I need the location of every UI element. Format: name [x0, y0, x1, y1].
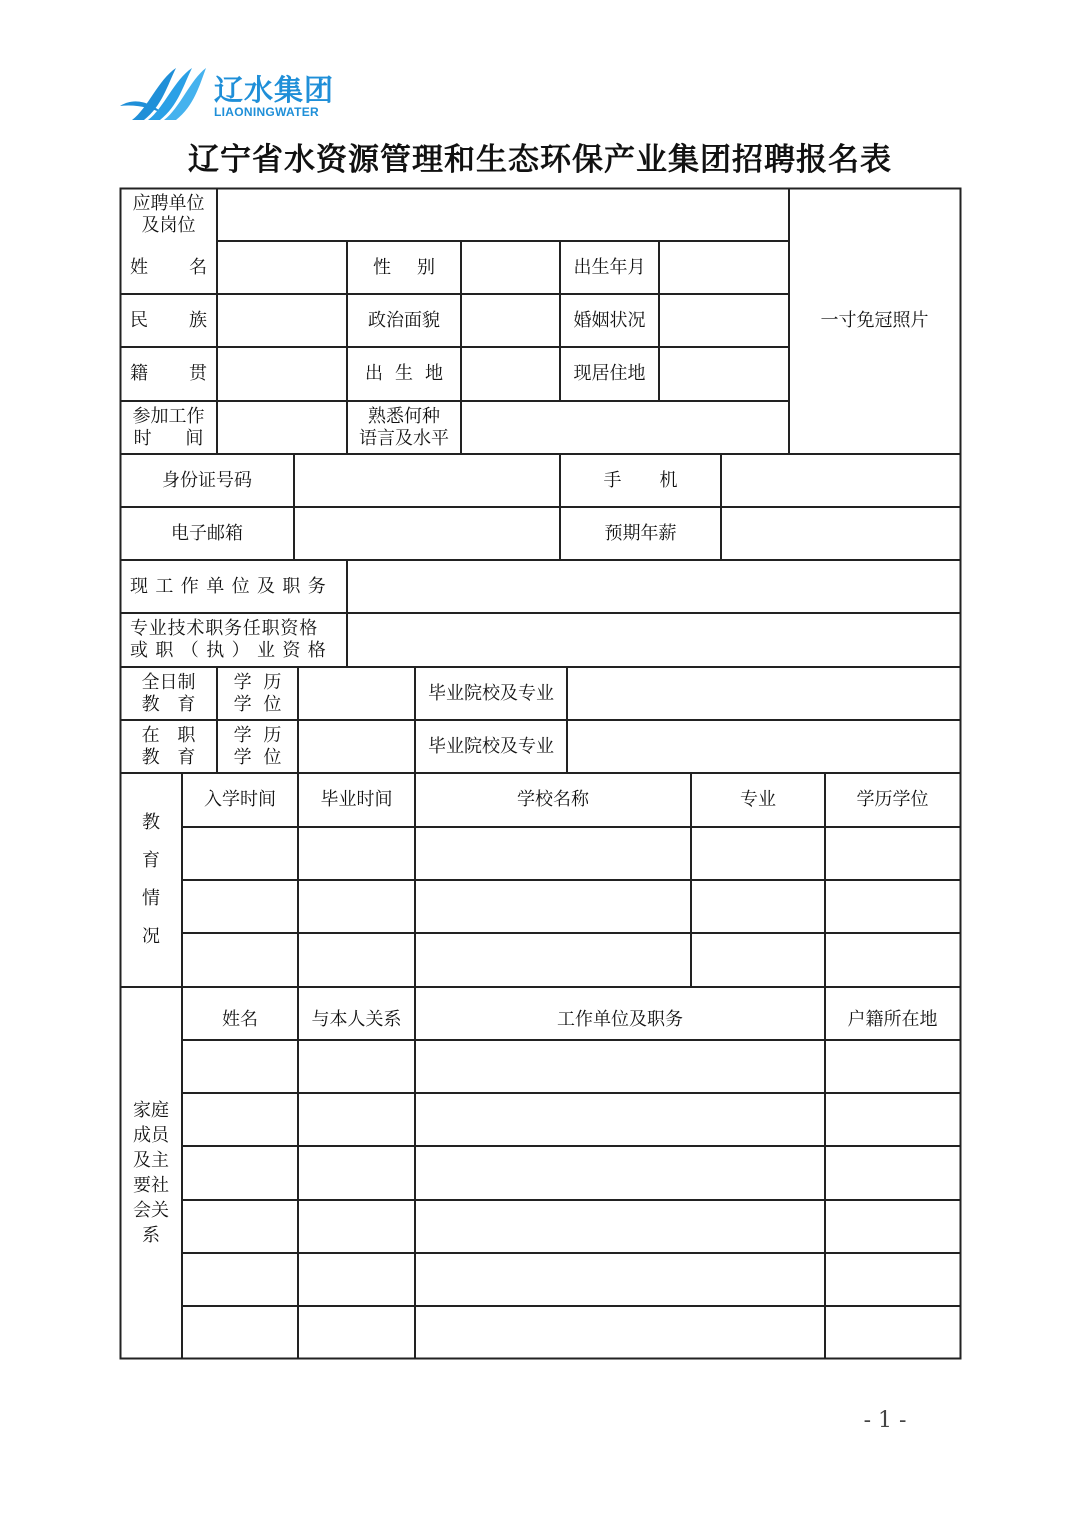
current-employer-field[interactable]	[348, 561, 959, 612]
label-char: 贯	[189, 363, 207, 384]
birthplace-field[interactable]	[462, 348, 559, 400]
education-row-3-col-3[interactable]	[416, 934, 690, 986]
label-char: 出	[365, 363, 383, 384]
label-char: 姓	[130, 256, 148, 278]
work-start-field[interactable]	[218, 402, 346, 453]
fulltime-degree-label	[217, 667, 298, 720]
family-row-3-col-2[interactable]	[299, 1147, 414, 1199]
label-line: 系	[142, 1224, 160, 1246]
position-applied-field[interactable]	[218, 189, 788, 240]
native-place-field[interactable]	[218, 348, 346, 400]
education-row-1-col-3[interactable]	[416, 828, 690, 879]
label-line: 教 育	[141, 693, 196, 715]
languages-field[interactable]	[462, 402, 788, 453]
family-row-1-col-1[interactable]	[183, 1041, 297, 1092]
label-line: 时 间	[133, 427, 204, 449]
family-row-2-col-1[interactable]	[183, 1094, 297, 1145]
mobile-label	[560, 454, 721, 507]
family-header-name: 姓名	[222, 1008, 258, 1030]
family-section-label	[120, 987, 182, 1358]
label-char: 育	[142, 850, 160, 871]
family-row-6-col-3[interactable]	[416, 1307, 824, 1357]
family-row-5-col-4[interactable]	[826, 1254, 959, 1305]
label-line: 会关	[133, 1199, 169, 1221]
inservice-education-label	[120, 720, 217, 773]
label-char: 地	[425, 363, 443, 384]
education-row-1-col-4[interactable]	[692, 828, 824, 879]
family-row-3-col-4[interactable]	[826, 1147, 959, 1199]
name-field[interactable]	[218, 242, 346, 293]
name-label	[120, 241, 217, 294]
birthplace-label	[347, 347, 461, 401]
label-char: 情	[142, 888, 160, 909]
label-char: 机	[659, 469, 678, 491]
fulltime-degree-field[interactable]	[299, 668, 414, 719]
label-line: 要社	[133, 1174, 169, 1196]
qualification-label	[120, 613, 347, 667]
qualification-field[interactable]	[348, 614, 959, 666]
label-line: 参加工作	[132, 405, 205, 427]
expected-salary-label: 预期年薪	[604, 522, 677, 544]
label-line: 家庭	[133, 1099, 169, 1121]
label-line: 学 历	[233, 671, 282, 693]
position-applied-label	[120, 188, 217, 241]
family-row-4-col-1[interactable]	[183, 1201, 297, 1252]
fulltime-education-label	[120, 667, 217, 720]
family-row-3-col-1[interactable]	[183, 1147, 297, 1199]
political-status-label: 政治面貌	[368, 309, 440, 331]
political-status-field[interactable]	[462, 295, 559, 346]
label-char: 别	[417, 256, 435, 278]
label-char: 籍	[130, 363, 148, 384]
family-row-5-col-2[interactable]	[299, 1254, 414, 1305]
inservice-school-major-label: 毕业院校及专业	[428, 735, 554, 757]
inservice-degree-label	[217, 720, 298, 773]
page-title: 辽宁省水资源管理和生态环保产业集团招聘报名表	[188, 142, 892, 178]
label-char: 教	[142, 812, 160, 833]
label-line: 学 位	[233, 746, 282, 768]
family-row-6-col-2[interactable]	[299, 1307, 414, 1357]
education-row-2-col-1[interactable]	[183, 881, 297, 932]
education-row-3-col-5[interactable]	[826, 934, 959, 986]
current-employer-label: 现工作单位及职务	[130, 575, 334, 597]
logo-english-text: LIAONINGWATER	[214, 105, 320, 119]
fulltime-school-major-label: 毕业院校及专业	[428, 682, 554, 704]
label-line: 学 历	[233, 724, 282, 746]
work-start-label	[120, 401, 217, 454]
native-place-label	[120, 347, 217, 401]
family-row-5-col-1[interactable]	[183, 1254, 297, 1305]
family-row-1-col-2[interactable]	[299, 1041, 414, 1092]
label-line: 或职（执）业资格	[130, 640, 334, 661]
languages-label	[347, 401, 461, 454]
education-row-2-col-4[interactable]	[692, 881, 824, 932]
logo-chinese-text: 辽水集团	[214, 73, 335, 107]
label-char: 性	[373, 256, 391, 278]
label-char: 名	[189, 256, 207, 278]
photo-cell[interactable]	[789, 188, 960, 454]
education-row-3-col-1[interactable]	[183, 934, 297, 986]
edu-header-school: 学校名称	[517, 789, 589, 810]
education-row-1-col-5[interactable]	[826, 828, 959, 879]
education-row-3-col-4[interactable]	[692, 934, 824, 986]
id-number-label: 身份证号码	[162, 469, 252, 491]
current-residence-label: 现居住地	[573, 363, 646, 384]
family-row-2-col-4[interactable]	[826, 1094, 959, 1145]
inservice-school-major-field[interactable]	[568, 721, 959, 772]
ethnicity-field[interactable]	[218, 295, 346, 346]
family-row-6-col-1[interactable]	[183, 1307, 297, 1357]
label-line: 熟悉何种	[368, 405, 440, 427]
family-row-4-col-2[interactable]	[299, 1201, 414, 1252]
ethnicity-label	[120, 294, 217, 347]
family-row-5-col-3[interactable]	[416, 1254, 824, 1305]
family-row-4-col-3[interactable]	[416, 1201, 824, 1252]
family-row-1-col-4[interactable]	[826, 1041, 959, 1092]
email-field[interactable]	[295, 508, 559, 559]
family-header-relation: 与本人关系	[311, 1008, 402, 1030]
label-char: 手	[603, 469, 622, 491]
fulltime-school-major-field[interactable]	[568, 668, 959, 719]
education-row-2-col-5[interactable]	[826, 881, 959, 932]
education-row-2-col-3[interactable]	[416, 881, 690, 932]
family-row-3-col-3[interactable]	[416, 1147, 824, 1199]
expected-salary-field[interactable]	[722, 508, 959, 559]
edu-header-start: 入学时间	[204, 789, 276, 810]
family-row-6-col-4[interactable]	[826, 1307, 959, 1357]
marital-status-label: 婚姻状况	[573, 309, 646, 331]
family-row-2-col-2[interactable]	[299, 1094, 414, 1145]
family-row-2-col-3[interactable]	[416, 1094, 824, 1145]
label-line: 语言及水平	[359, 427, 449, 449]
label-line: 成员	[133, 1124, 169, 1146]
education-section-label	[120, 773, 182, 987]
edu-header-major: 专业	[740, 789, 776, 810]
family-header-residence: 户籍所在地	[847, 1008, 938, 1030]
label-line: 学 位	[233, 693, 282, 715]
label-line: 全日制	[141, 671, 196, 693]
gender-field[interactable]	[462, 242, 559, 293]
label-line: 在 职	[141, 724, 196, 746]
mobile-field[interactable]	[722, 455, 959, 506]
marital-status-field[interactable]	[660, 295, 788, 346]
label-line: 及岗位	[141, 214, 196, 236]
gender-label	[347, 241, 461, 294]
birth-month-field[interactable]	[660, 242, 788, 293]
label-line: 及主	[133, 1149, 169, 1171]
label-line: 教 育	[141, 746, 196, 768]
edu-header-degree: 学历学位	[856, 789, 929, 810]
label-line: 应聘单位	[132, 192, 205, 214]
email-label: 电子邮箱	[171, 522, 243, 544]
family-row-4-col-4[interactable]	[826, 1201, 959, 1252]
inservice-degree-field[interactable]	[299, 721, 414, 772]
education-row-1-col-2[interactable]	[299, 828, 414, 879]
photo-label: 一寸免冠照片	[820, 310, 929, 331]
label-char: 民	[130, 309, 148, 331]
label-char: 族	[189, 309, 207, 331]
id-number-field[interactable]	[295, 455, 559, 506]
page-number: - 1 -	[863, 1408, 907, 1433]
family-header-employer: 工作单位及职务	[557, 1008, 683, 1030]
family-row-1-col-3[interactable]	[416, 1041, 824, 1092]
label-line: 专业技术职务任职资格	[130, 618, 318, 639]
edu-header-end: 毕业时间	[320, 789, 393, 810]
label-char: 况	[142, 926, 160, 947]
education-row-2-col-2[interactable]	[299, 881, 414, 932]
education-row-1-col-1[interactable]	[183, 828, 297, 879]
birth-month-label: 出生年月	[573, 256, 646, 278]
education-row-3-col-2[interactable]	[299, 934, 414, 986]
label-char: 生	[395, 363, 413, 384]
current-residence-field[interactable]	[660, 348, 788, 400]
